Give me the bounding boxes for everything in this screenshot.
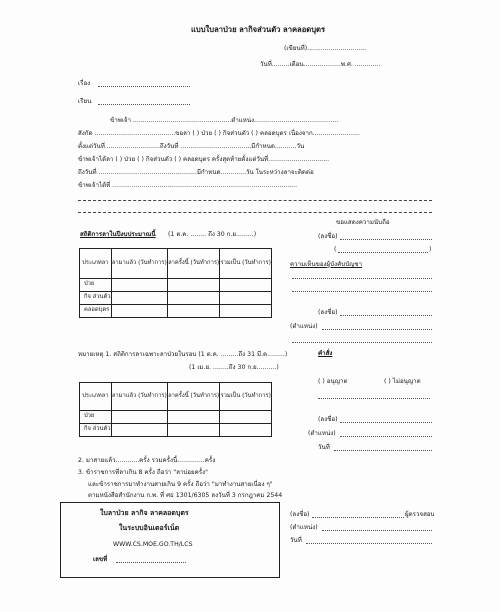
cell[interactable]: [220, 424, 272, 437]
opinion-heading: ความเห็นของผู้บังคับบัญชา: [290, 261, 363, 268]
body-line-3: ตั้งแต่วันที่ ...........................ถึงวันที่ ....................................มีกำหนด...........วัน: [78, 143, 305, 150]
subject-field[interactable]: [98, 86, 190, 87]
box-url[interactable]: WWW.CS.MOE.GO.TH/LCS: [113, 541, 193, 548]
opinion-field-1[interactable]: [292, 278, 432, 279]
position-field-2[interactable]: [340, 436, 432, 437]
cell[interactable]: [167, 411, 219, 424]
dashed-rule-2: [78, 212, 432, 213]
sign-label-1: (ลงชื่อ): [318, 233, 338, 240]
box-number-field[interactable]: [116, 562, 186, 563]
note-2: 2. มาสายแล้ว............ครั้ง รวมครั้งนี้..............ครั้ง: [78, 457, 216, 464]
row-sick: ป่วย: [80, 411, 112, 424]
name-paren-1: (: [334, 246, 337, 253]
cell[interactable]: [167, 424, 219, 437]
date-field-2[interactable]: [334, 450, 432, 451]
opinion-field-2[interactable]: [292, 291, 432, 292]
date-label-2: วันที่: [318, 444, 330, 451]
checker-label: ผู้ตรวจสอบ: [405, 511, 435, 518]
body-line-1: ข้าพเจ้า ..................................................ตำแหน่ง...........................................: [110, 117, 339, 124]
to-label: เรียน: [78, 98, 92, 105]
row-personal: กิจ ส่วนตัว: [80, 292, 112, 305]
signature-field-3[interactable]: [340, 422, 432, 423]
cell[interactable]: [220, 279, 272, 292]
header-total: รวมเป็น (วันทำการ): [220, 383, 272, 411]
position-label-2: (ตำแหน่ง): [308, 430, 336, 437]
to-field[interactable]: [98, 104, 190, 105]
sign-label-4: (ลงชื่อ): [290, 511, 310, 518]
body-line-4: ข้าพเจ้าได้ลา ( ) ป่วย ( ) กิจส่วนตัว ( ) คลอดบุตร ครั้งสุดท้ายตั้งแต่วันที่...............................: [78, 156, 330, 163]
position-label-1: (ตำแหน่ง): [290, 323, 318, 330]
form-title: แบบใบลาป่วย ลากิจส่วนตัว ลาคลอดบุตร: [191, 25, 326, 34]
header-this-time: ลาครั้งนี้ (วันทำการ): [167, 249, 219, 279]
header-total: รวมเป็น (วันทำการ): [220, 249, 272, 279]
signature-field-2[interactable]: [340, 315, 432, 316]
cell[interactable]: [167, 279, 219, 292]
cell[interactable]: [167, 292, 219, 305]
leave-stats-table: [79, 248, 272, 318]
body-line-2: สังกัด .........................................ขอลา ( ) ป่วย ( ) กิจส่วนตัว ( ) คลอดบุตร เนื่องจาก........................: [78, 130, 360, 137]
name-field-1[interactable]: [338, 252, 428, 253]
cell[interactable]: [111, 279, 167, 292]
sign-request: ขอแสดงความนับถือ: [336, 219, 390, 226]
row-personal: กิจ ส่วนตัว: [80, 424, 112, 437]
cell[interactable]: [111, 292, 167, 305]
signature-field-1[interactable]: [340, 239, 432, 240]
cell[interactable]: [220, 411, 272, 424]
header-type: ประเภทลา: [80, 249, 112, 279]
not-approve-option[interactable]: ( ) ไม่อนุญาต: [384, 378, 421, 385]
position-label-3: (ตำแหน่ง): [290, 524, 318, 531]
header-taken: ลามาแล้ว (วันทำการ): [111, 383, 167, 411]
note-line-2: (1 เม.ย. ........ถึง 30 ก.ย..........): [189, 364, 279, 371]
header-this-time: ลาครั้งนี้ (วันทำการ): [167, 383, 219, 411]
box-line-2: ในระบบอินเตอร์เน็ต: [119, 524, 180, 532]
cell[interactable]: [220, 305, 272, 318]
date-label-3: วันที่: [290, 537, 302, 544]
header-type: ประเภทลา: [80, 383, 112, 411]
sign-label-2: (ลงชื่อ): [318, 309, 338, 316]
cell[interactable]: [220, 292, 272, 305]
cell[interactable]: [111, 305, 167, 318]
box-line-1: ใบลาป่วย ลากิจ ลาคลอดบุตร: [100, 509, 189, 517]
position-field-1[interactable]: [322, 329, 432, 330]
note-3b: และข้าราชการมาทำงานสายเกิน 9 ครั้ง ถือว่า "มาทำงานสายเนื่อง ๆ": [88, 481, 273, 488]
body-line-6: ข้าพเจ้าได้ที่ ..............................................................................................: [78, 182, 298, 189]
row-sick: ป่วย: [80, 279, 112, 292]
dashed-rule-1: [78, 200, 432, 201]
date-line: วันที่.........เดือน...................พ.ศ. .............: [260, 61, 381, 68]
header-taken: ลามาแล้ว (วันทำการ): [111, 249, 167, 279]
cell[interactable]: [111, 411, 167, 424]
order-remark-field[interactable]: [318, 398, 430, 399]
date-field-1[interactable]: [292, 342, 432, 343]
cell[interactable]: [111, 424, 167, 437]
box-number-label: เลขที่: [93, 556, 108, 563]
approve-option[interactable]: ( ) อนุญาต: [318, 378, 348, 385]
body-line-5: ถึงวันที่ ..................................................มีกำหนด.............วัน ในระหว่างลาจะติดต่อ: [78, 169, 314, 176]
note-3a: 3. ข้าราชการที่ลาเกิน 8 ครั้ง ถือว่า "ลาบ่อยครั้ง": [78, 469, 208, 476]
cell[interactable]: [167, 305, 219, 318]
stats-period: (1 ต.ค. ........ ถึง 30 ก.ย.........): [168, 231, 257, 238]
position-field-3[interactable]: [322, 530, 432, 531]
row-maternity: คลอดบุตร: [80, 305, 112, 318]
order-label: คำสั่ง: [318, 350, 333, 357]
subject-label: เรื่อง: [78, 80, 91, 87]
late-stats-table: [79, 382, 272, 437]
date-field-3[interactable]: [306, 543, 432, 544]
signature-field-4[interactable]: [312, 517, 404, 518]
sign-label-3: (ลงชื่อ): [318, 416, 338, 423]
stats-heading: สถิติการลาในปีงบประมาณนี้: [80, 231, 156, 238]
name-paren-1-close: ): [429, 246, 432, 253]
written-at: (เขียนที่)..............................: [284, 45, 367, 52]
note-line-1: หมายเหตุ 1. สถิติการลาเฉพาะลาป่วยในรอบ (1 ต.ค. .........ถึง 31 มี.ค.........): [78, 351, 288, 358]
note-3c: ตามหนังสือสำนักงาน ก.พ. ที่ ศธ 1301/6305 ลงวันที่ 3 กรกฎาคม 2544: [88, 492, 283, 499]
